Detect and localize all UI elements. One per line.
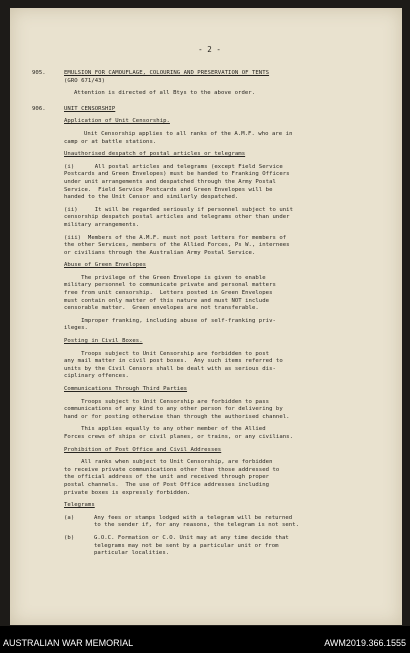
telegram-item-b: (b) G.O.C. Formation or C.O. Unit may at any time decide that telegrams may not be sent by a particular unit or from particular localities. [64,534,289,557]
document-body [32,46,387,558]
subheading-post-office: Prohibition of Post Office and Civil Addresses [64,446,222,453]
paragraph-third-parties: Troops subject to Unit Censorship are forbidden to pass communications of any kind to any other person for delivering by hand or for posting otherwise than through the authorised channel. [64,398,290,420]
paragraph-third-parties-2: This applies equally to any other member of the Allied Forces crews of ships or civil planes, or trains, or any civilians. [64,426,293,440]
item-label: (a) [64,514,75,521]
subheading-civil-boxes: Posting in Civil Boxes. [64,338,143,345]
paragraph-unauthorised-i: (i) All postal articles and telegrams (except Field Service Postcards and Green Envelopes) must be handed to Franking Officers under unit arrangements and despatched through the Army Postal Service. Field Service Postcards and Green Envelopes will be handed to the Unit Censor and similarly despatched. [64,163,290,201]
subheading-green-envelopes: Abuse of Green Envelopes [64,262,147,269]
archive-footer [0,626,410,653]
paragraph-unauthorised-iii: (iii) Members of the A.M.F. must not post letters for members of the other Services, members of the Allied Forces, Ps W., internees or civilians through the Australian Army Postal Service. [64,234,290,256]
footer-institution: AUSTRALIAN WAR MEMORIAL [3,638,134,648]
footer-accession-number: AWM2019.366.1555 [324,638,406,648]
paragraph-civil-boxes: Troops subject to Unit Censorship are forbidden to post any mail matter in civil post boxes. Any such items referred to units by the Civil Censors shall be dealt with as serious dis- ciplinary offences. [64,350,283,380]
document-page [10,8,402,625]
item-label: (b) [64,534,75,541]
paragraph-green-envelopes: The privilege of the Green Envelope is given to enable military personnel to communicate private and personal matters free from unit censorship. Letters posted in Green Envelopes must contain only matter of this nature and must NOT include censorable matter. Green envelopes are not transferable. [64,274,276,312]
telegram-item-a: (a) Any fees or stamps lodged with a telegram will be returned to the sender if, for any reasons, the telegram is not sent. [64,514,300,529]
section-body: Attention is directed of all Btys to the above order. [74,90,256,97]
section-title: UNIT CENSORSHIP [64,105,116,112]
section-number: 906. [32,105,46,112]
section-905 [32,70,387,98]
subheading-unauthorised: Unauthorised despatch of postal articles or telegrams [64,151,246,158]
section-906 [32,106,387,558]
paragraph-unauthorised-ii: (ii) It will be regarded seriously if personnel subject to unit censorship despatch postal articles and telegrams other than under military arrangements. [64,206,293,228]
section-number: 905. [32,70,46,76]
subheading-telegrams: Telegrams [64,502,95,509]
section-title-ref: (GRO 671/43) [64,77,106,84]
paragraph-franking: Improper franking, including abuse of self-franking priv- ileges. [64,317,276,332]
subheading-third-parties: Communications Through Third Parties [64,386,188,392]
section-title: EMULSION FOR CAMOUFLAGE, COLOURING AND PRESERVATION OF TENTS [64,70,270,76]
paragraph-post-office: All ranks when subject to Unit Censorship, are forbidden to receive private communications other than those addressed to the official address of the unit and received through proper postal channels. The use of Post Office addresses including private boxes is expressly forbidden. [64,459,280,496]
page-number: - 2 - [198,45,221,54]
subheading-application: Application of Unit Censorship. [64,118,170,125]
paragraph-application: Unit Censorship applies to all ranks of the A.M.F. who are in camp or at battle stations. [64,130,293,145]
